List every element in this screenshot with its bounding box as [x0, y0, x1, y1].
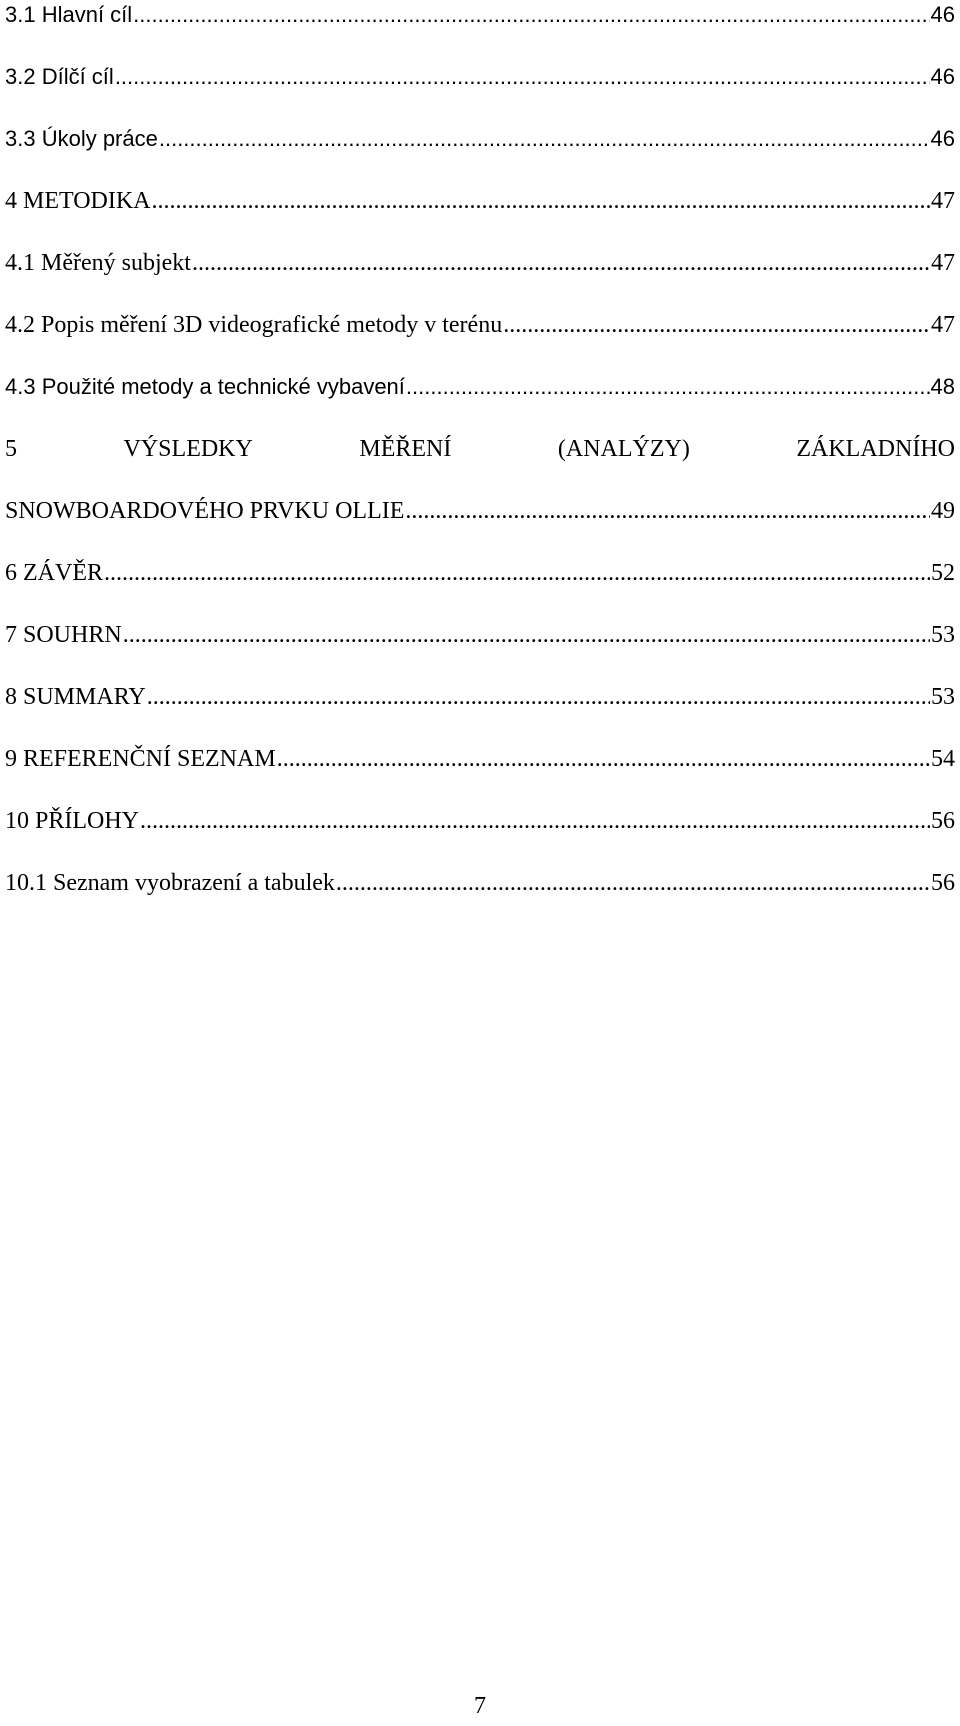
toc-entry-page: 52	[931, 560, 955, 586]
toc-entry-page: 46	[930, 2, 955, 27]
toc-entry-page: 47	[931, 312, 955, 338]
toc-entry-page: 48	[930, 374, 955, 399]
toc-entry-page: 53	[931, 684, 955, 710]
dot-leader	[277, 745, 930, 773]
toc-entry-title: 3.1 Hlavní cíl	[5, 2, 133, 27]
dot-leader	[152, 187, 930, 215]
toc-entry[interactable]	[5, 682, 955, 744]
dot-leader	[159, 125, 930, 153]
dot-leader	[123, 621, 930, 649]
toc-entry-title: 4.1 Měřený subjekt	[5, 250, 191, 276]
toc-entry[interactable]	[5, 186, 955, 248]
toc-entry-title: 3.3 Úkoly práce	[5, 126, 158, 151]
toc-entry-page: 56	[931, 808, 955, 834]
toc-entry-page: 46	[930, 64, 955, 89]
dot-leader	[336, 869, 930, 897]
toc-word: ZÁKLADNÍHO	[796, 436, 955, 462]
toc-entry[interactable]	[5, 310, 955, 372]
dot-leader	[104, 559, 930, 587]
table-of-contents	[5, 0, 955, 930]
toc-entry[interactable]	[5, 124, 955, 186]
toc-entry-title: 7 SOUHRN	[5, 622, 122, 648]
dot-leader	[133, 1, 929, 29]
toc-entry-page: 53	[931, 622, 955, 648]
dot-leader	[115, 63, 930, 91]
toc-entry-multiline[interactable]	[5, 434, 955, 558]
toc-entry-title-line1	[5, 434, 955, 496]
toc-entry-page: 46	[930, 126, 955, 151]
dot-leader	[140, 807, 930, 835]
toc-entry[interactable]	[5, 744, 955, 806]
toc-word: (ANALÝZY)	[557, 436, 690, 462]
toc-word: MĚŘENÍ	[359, 436, 452, 462]
toc-entry-title: 4.3 Použité metody a technické vybavení	[5, 374, 405, 399]
toc-entry[interactable]	[5, 248, 955, 310]
toc-entry[interactable]	[5, 868, 955, 930]
toc-entry-title: 8 SUMMARY	[5, 684, 146, 710]
page-number: 7	[474, 1693, 486, 1719]
toc-entry-title: SNOWBOARDOVÉHO PRVKU OLLIE	[5, 498, 405, 524]
toc-entry[interactable]	[5, 620, 955, 682]
dot-leader	[192, 249, 930, 277]
toc-entry-title: 4.2 Popis měření 3D videografické metody v terénu	[5, 312, 503, 338]
toc-entry[interactable]	[5, 0, 955, 62]
toc-entry-title-line2	[5, 496, 955, 558]
dot-leader	[406, 373, 930, 401]
toc-entry-title: 10 PŘÍLOHY	[5, 808, 140, 834]
dot-leader	[503, 311, 930, 339]
toc-entry-title: 6 ZÁVĚR	[5, 560, 103, 586]
toc-entry-page: 47	[931, 250, 955, 276]
toc-entry[interactable]	[5, 558, 955, 620]
toc-entry[interactable]	[5, 806, 955, 868]
toc-entry-title: 10.1 Seznam vyobrazení a tabulek	[5, 870, 335, 896]
toc-entry-page: 49	[931, 498, 955, 524]
toc-entry-page: 56	[931, 870, 955, 896]
toc-entry[interactable]	[5, 372, 955, 434]
toc-entry[interactable]	[5, 62, 955, 124]
dot-leader	[147, 683, 930, 711]
dot-leader	[405, 497, 930, 525]
toc-word: VÝSLEDKY	[123, 436, 253, 462]
toc-entry-title: 4 METODIKA	[5, 188, 151, 214]
toc-entry-page: 54	[931, 746, 955, 772]
toc-entry-title: 3.2 Dílčí cíl	[5, 64, 114, 89]
toc-entry-page: 47	[931, 188, 955, 214]
toc-word: 5	[5, 436, 17, 462]
toc-entry-title: 9 REFERENČNÍ SEZNAM	[5, 746, 276, 772]
